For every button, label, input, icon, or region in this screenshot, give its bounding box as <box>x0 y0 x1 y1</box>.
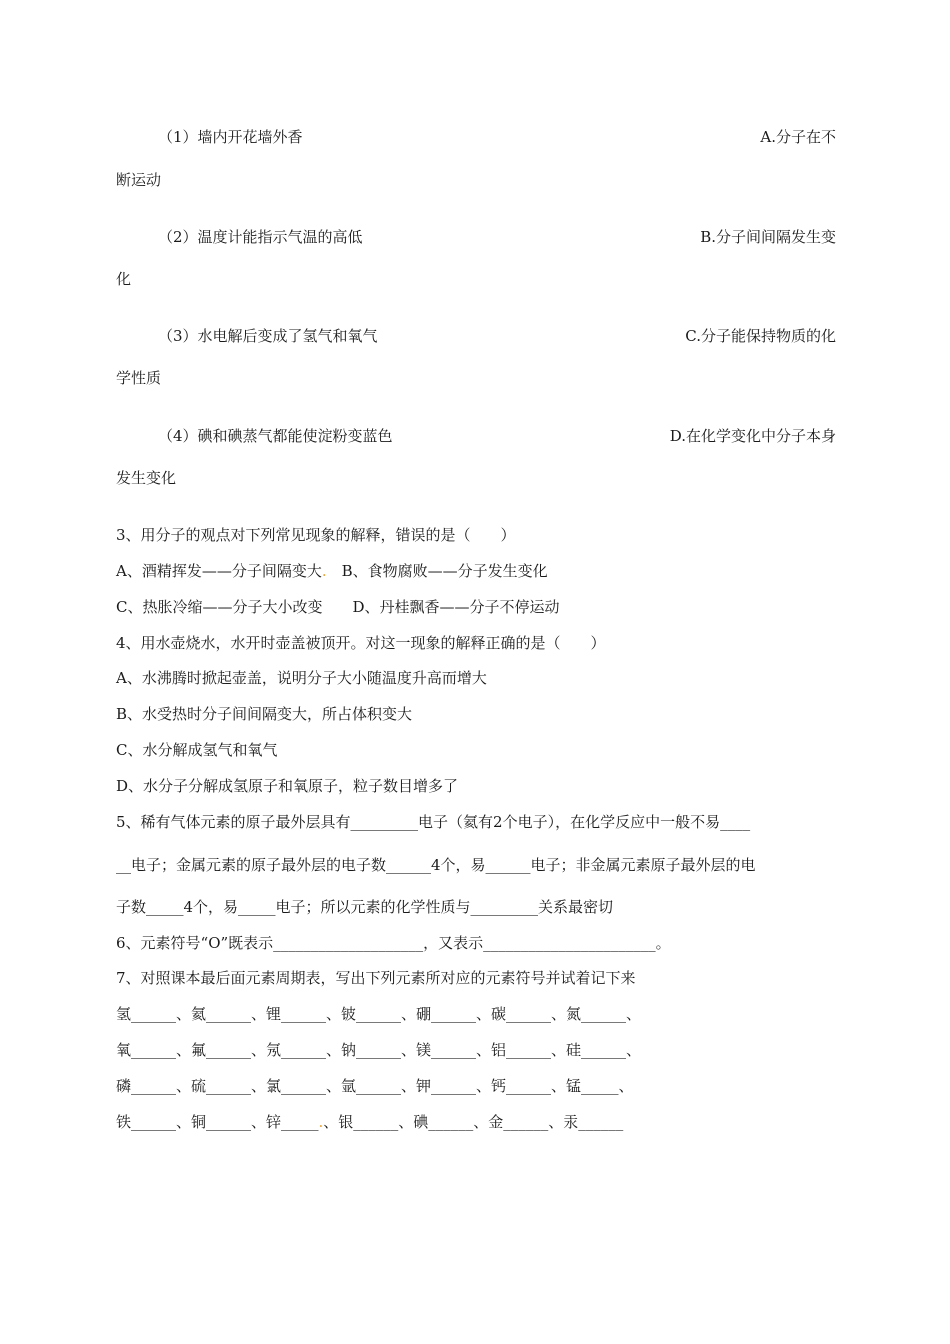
q7-stray-dot: . <box>318 1113 324 1131</box>
match-left-4: （4）碘和碘蒸气都能使淀粉变蓝色 <box>158 427 393 445</box>
match-right-3-cont: 学性质 <box>116 369 162 387</box>
q5-line-1: 5、稀有气体元素的原子最外层具有_________电子（氦有2个电子），在化学反应中一般不易____ <box>116 813 751 831</box>
match-right-2-cont: 化 <box>116 270 132 288</box>
match-right-3: C.分子能保持物质的化 <box>685 327 836 345</box>
q7-row-1: 氢______、氦______、锂______、铍______、硼______、碳______、氮______、 <box>116 1005 642 1023</box>
q7-row-4-part-a: 铁______、铜______、锌_____ <box>116 1113 319 1131</box>
q4-option-c: C、水分解成氢气和氧气 <box>116 741 278 759</box>
match-right-4: D.在化学变化中分子本身 <box>669 427 836 445</box>
q7-row-2: 氧______、氟______、氖______、钠______、镁______、铝______、硅______、 <box>116 1041 642 1059</box>
match-left-1: （1）墙内开花墙外香 <box>158 128 303 146</box>
q4-option-d: D、水分子分解成氢原子和氧原子，粒子数目增多了 <box>116 777 459 795</box>
match-right-1: A.分子在不 <box>760 128 836 146</box>
q6-text: 6、元素符号“O”既表示____________________，又表示_______________________。 <box>116 934 671 952</box>
q7-stem: 7、对照课本最后面元素周期表，写出下列元素所对应的元素符号并试着记下来 <box>116 969 636 987</box>
q3-option-a: A、酒精挥发——分子间隔变大 <box>116 562 322 580</box>
q7-row-3: 磷______、硫______、氯______、氩______、钾______、钙______、锰_____、 <box>116 1077 634 1095</box>
q4-stem: 4、用水壶烧水，水开时壶盖被顶开。对这一现象的解释正确的是（ ） <box>116 634 606 652</box>
q5-line-2: __电子；金属元素的原子最外层的电子数______4个，易______电子；非金属元素原子最外层的电 <box>116 856 756 874</box>
q7-row-4-part-b: 、银______、碘______、金______、汞______ <box>323 1113 624 1131</box>
q4-option-b: B、水受热时分子间间隔变大，所占体积变大 <box>116 705 413 723</box>
match-right-4-cont: 发生变化 <box>116 469 177 487</box>
match-left-2: （2）温度计能指示气温的高低 <box>158 228 363 246</box>
q3-options-ab <box>116 561 836 581</box>
q3-stray-dot: . <box>321 562 327 580</box>
q3-options-cd: C、热胀冷缩——分子大小改变 D、丹桂飘香——分子不停运动 <box>116 598 560 616</box>
match-right-1-cont: 断运动 <box>116 171 162 189</box>
q4-option-a: A、水沸腾时掀起壶盖，说明分子大小随温度升高而增大 <box>116 669 487 687</box>
q5-line-3: 子数_____4个，易_____电子；所以元素的化学性质与_________关系最密切 <box>116 898 614 916</box>
match-left-3: （3）水电解后变成了氢气和氧气 <box>158 327 378 345</box>
q3-stem: 3、用分子的观点对下列常见现象的解释，错误的是（ ） <box>116 526 516 544</box>
q3-option-b: B、食物腐败——分子发生变化 <box>326 562 548 580</box>
match-right-2: B.分子间间隔发生变 <box>700 228 836 246</box>
q7-row-4 <box>116 1112 836 1132</box>
